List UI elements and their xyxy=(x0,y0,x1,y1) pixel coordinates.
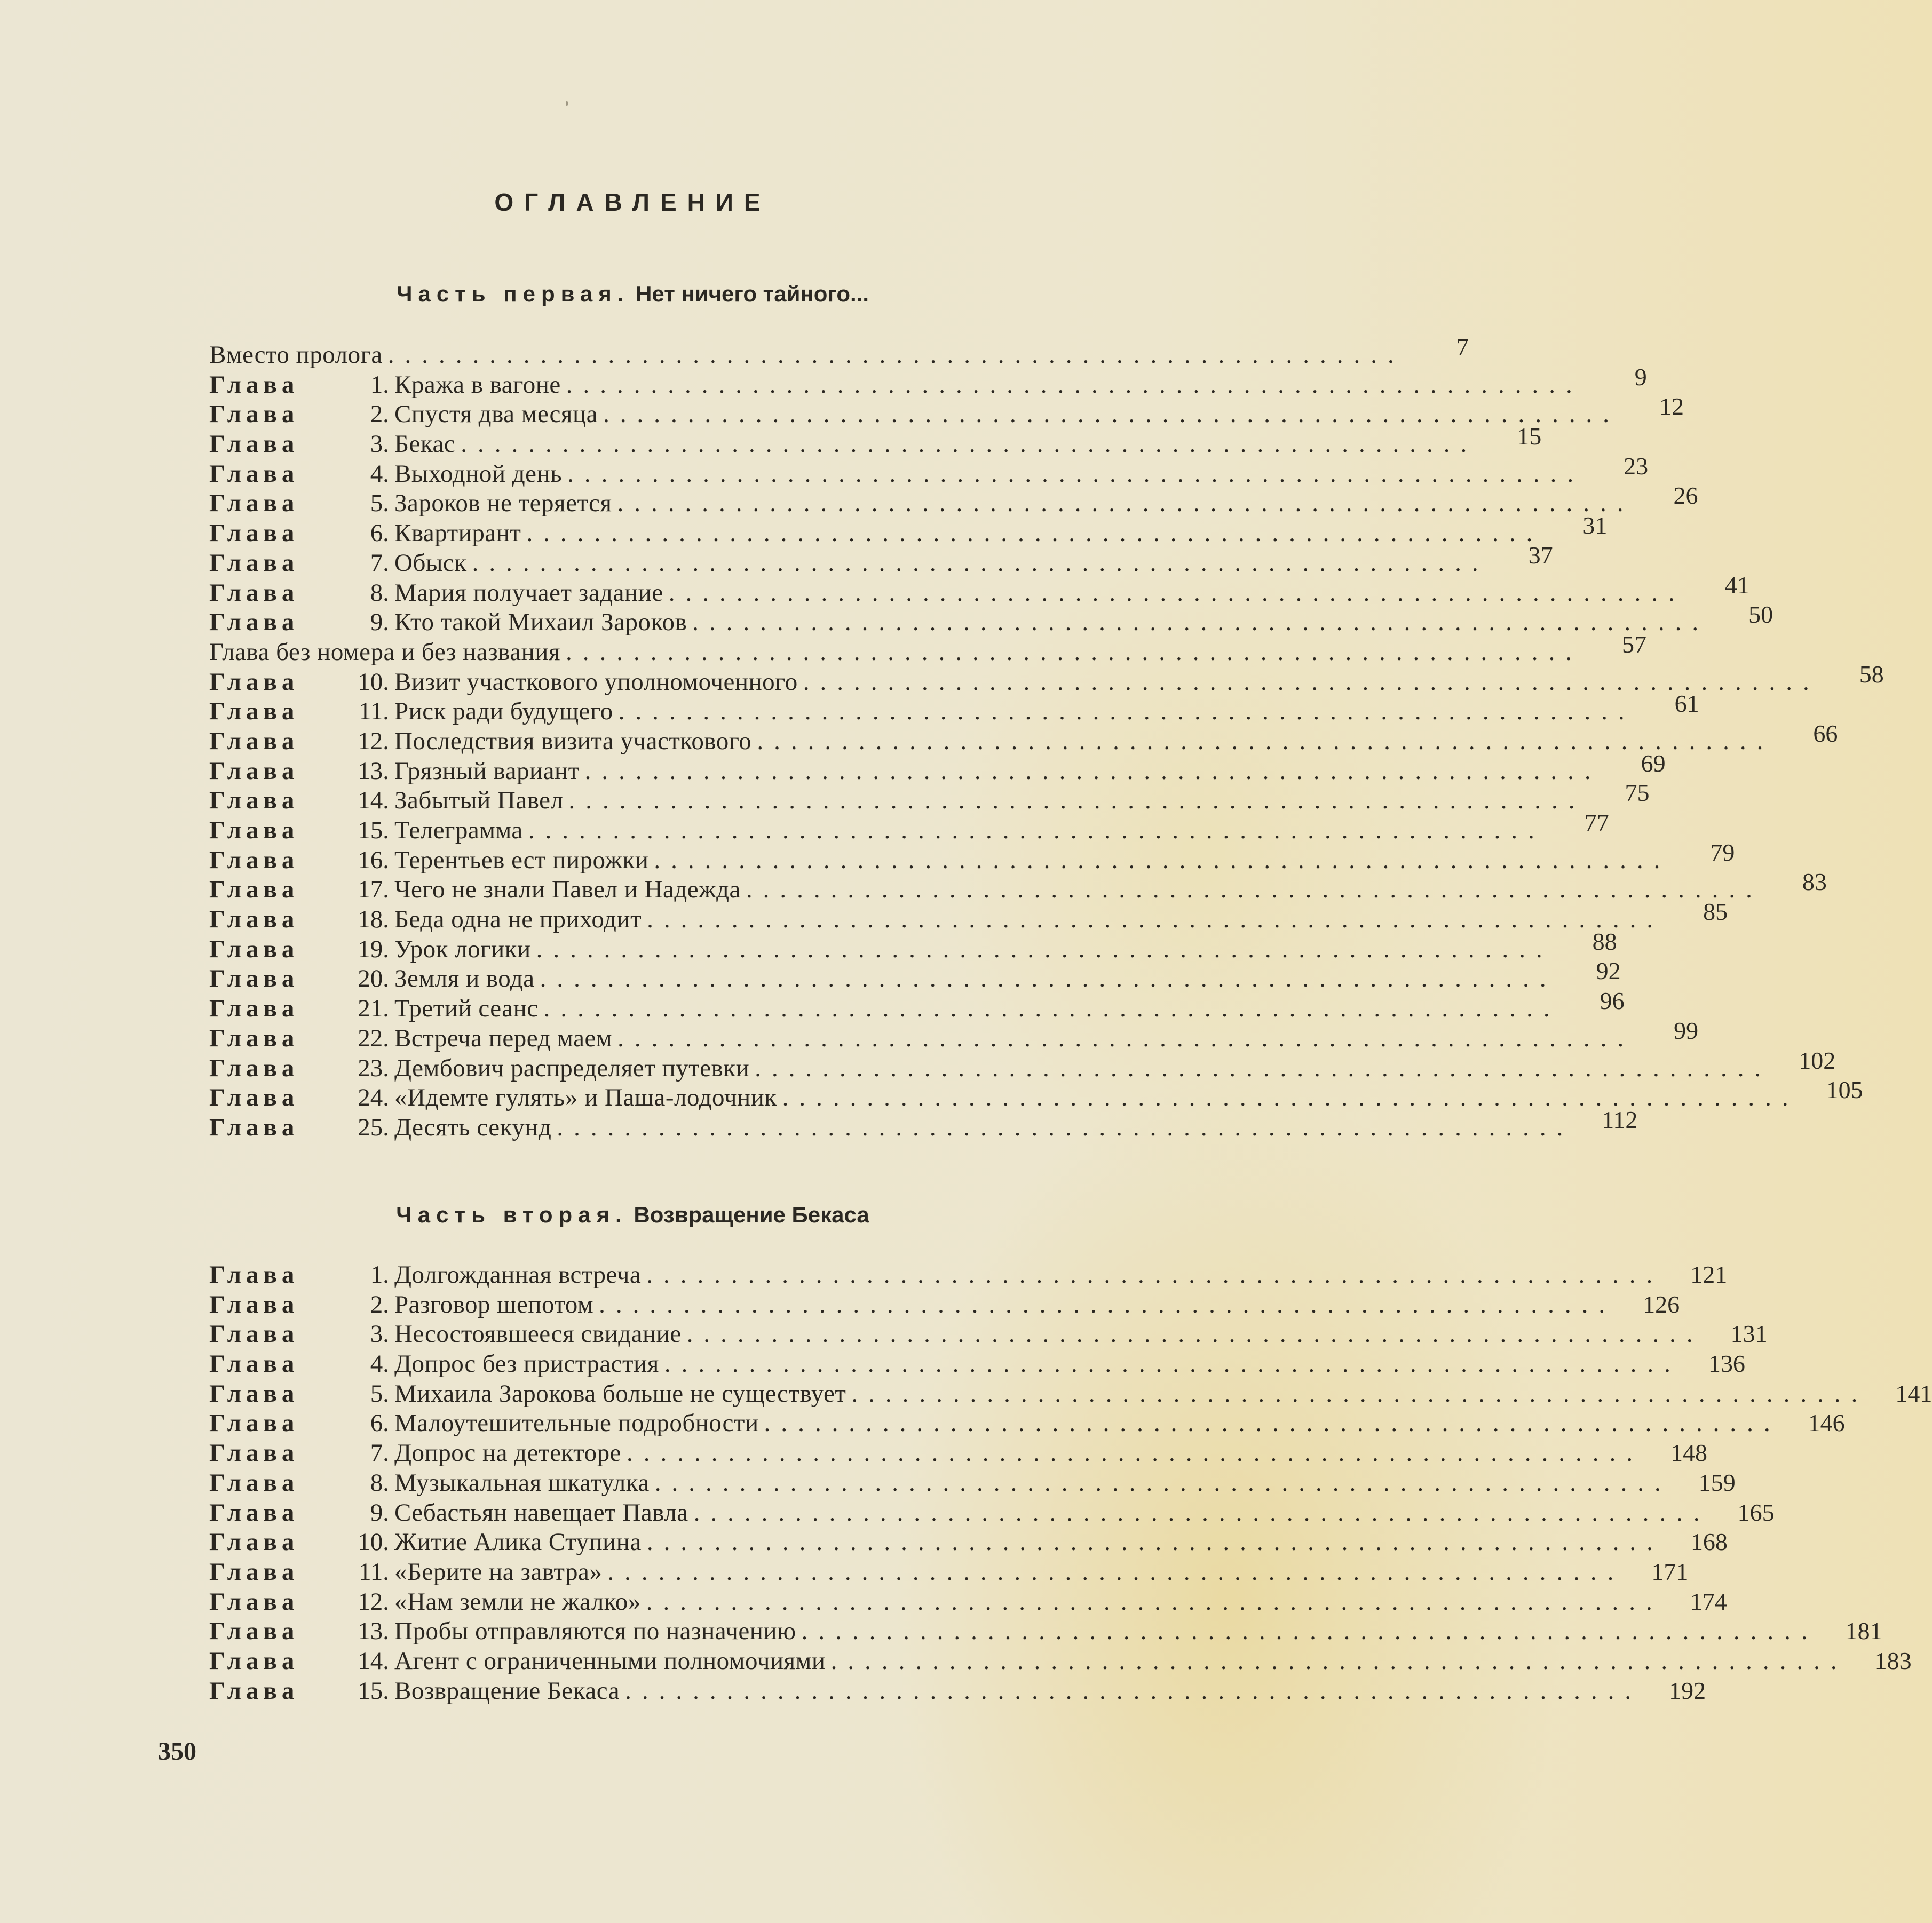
toc-entry xyxy=(209,957,1621,994)
chapter-number: 16. xyxy=(358,846,389,874)
chapter-number: 2. xyxy=(370,1290,389,1318)
chapter-title: «Нам земли не жалко» xyxy=(394,1587,641,1616)
dot-leader: ............................................................ xyxy=(654,846,1671,874)
chapter-label: Глава xyxy=(209,1617,299,1646)
chapter-label: Глава xyxy=(209,459,299,488)
chapter-label: Глава xyxy=(209,1558,299,1586)
paper-speck xyxy=(566,101,568,106)
chapter-title: Себастьян навещает Павла xyxy=(394,1498,688,1527)
chapter-page-number: 26 xyxy=(1673,482,1698,510)
toc-entry xyxy=(209,749,1666,786)
dot-leader: ............................................................ xyxy=(584,757,1602,785)
chapter-label: Глава xyxy=(209,1054,299,1082)
part-label: Часть первая. xyxy=(396,281,630,306)
chapter-title: Пробы отправляются по назначению xyxy=(394,1617,796,1646)
toc-entry xyxy=(209,660,1884,697)
chapter-label: Глава xyxy=(209,786,299,815)
toc-entry xyxy=(209,809,1609,845)
toc-entry xyxy=(209,1290,1680,1320)
dot-leader: ............................................................ xyxy=(801,1617,1818,1646)
chapter-label: Глава xyxy=(209,578,299,607)
dot-leader: ............................................................ xyxy=(568,786,1586,815)
dot-leader: ............................................................ xyxy=(647,905,1664,934)
chapter-title: Житие Алика Ступина xyxy=(394,1528,642,1556)
chapter-title: Обыск xyxy=(394,549,467,577)
dot-leader: ............................................................ xyxy=(603,400,1620,428)
chapter-page-number: 148 xyxy=(1670,1439,1707,1467)
toc-entry xyxy=(209,541,1553,578)
toc-entry xyxy=(209,1408,1845,1438)
chapter-label: Глава xyxy=(209,697,299,726)
chapter-title: Возвращение Бекаса xyxy=(394,1676,620,1705)
toc-entry xyxy=(209,393,1684,429)
chapter-page-number: 99 xyxy=(1674,1016,1699,1044)
toc-entry xyxy=(209,1379,1932,1409)
part-name: Нет ничего тайного... xyxy=(636,281,869,306)
dot-leader: ............................................................ xyxy=(528,816,1545,844)
dot-leader: ............................................................ xyxy=(686,1320,1704,1348)
chapter-number: 21. xyxy=(358,995,389,1023)
chapter-number: 19. xyxy=(358,935,389,963)
chapter-number: 5. xyxy=(370,1379,389,1408)
chapter-label: Глава xyxy=(209,668,299,696)
chapter-page-number: 57 xyxy=(1622,630,1647,658)
chapter-title: Чего не знали Павел и Надежда xyxy=(394,876,741,904)
chapter-label: Глава xyxy=(209,1676,299,1705)
toc-entry xyxy=(209,987,1625,1023)
chapter-label: Глава xyxy=(209,608,299,637)
chapter-number: 4. xyxy=(370,1350,389,1378)
dot-leader: ............................................................ xyxy=(764,1409,1781,1437)
dot-leader: ............................................................ xyxy=(472,549,1489,577)
toc-entry xyxy=(209,779,1650,815)
toc-entry xyxy=(209,690,1699,726)
chapter-page-number: 61 xyxy=(1674,690,1699,718)
toc-entry xyxy=(209,719,1838,756)
chapter-page-number: 77 xyxy=(1584,809,1609,836)
chapter-number: 14. xyxy=(358,786,389,815)
chapter-label: Глава xyxy=(209,1024,299,1052)
dot-leader: ............................................................ xyxy=(461,430,1478,458)
chapter-title: Допрос на детекторе xyxy=(394,1439,621,1467)
toc-list-part-2 xyxy=(209,1260,1932,1705)
chapter-number: 9. xyxy=(370,608,389,637)
chapter-label: Глава xyxy=(209,1261,299,1289)
chapter-title: Грязный вариант xyxy=(394,757,580,785)
chapter-title: Агент с ограниченными полномочиями xyxy=(394,1647,826,1675)
toc-entry xyxy=(209,1016,1699,1053)
toc-entry xyxy=(209,571,1749,608)
chapter-title: «Идемте гулять» и Паша-лодочник xyxy=(394,1084,777,1112)
chapter-page-number: 88 xyxy=(1592,927,1617,955)
chapter-label: Глава xyxy=(209,1290,299,1318)
chapter-page-number: 7 xyxy=(1456,333,1469,361)
toc-entry xyxy=(209,1676,1706,1706)
chapter-number: 11. xyxy=(358,697,389,726)
chapter-number: 15. xyxy=(358,816,389,844)
toc-entry xyxy=(209,1527,1728,1557)
part-name: Возвращение Бекаса xyxy=(634,1202,869,1227)
chapter-page-number: 131 xyxy=(1730,1320,1768,1348)
chapter-label: Глава xyxy=(209,1647,299,1675)
chapter-page-number: 174 xyxy=(1690,1587,1727,1615)
toc-entry xyxy=(209,838,1735,875)
chapter-number: 20. xyxy=(358,965,389,993)
toc-entry xyxy=(209,512,1608,548)
chapter-label: Глава xyxy=(209,1498,299,1527)
chapter-number: 9. xyxy=(370,1498,389,1527)
dot-leader: ............................................................ xyxy=(830,1647,1848,1675)
toc-entry xyxy=(209,898,1728,934)
toc-entry xyxy=(209,1349,1745,1379)
chapter-title: Бекас xyxy=(394,430,456,458)
toc-entry xyxy=(209,868,1827,904)
toc-entry xyxy=(209,1438,1707,1468)
dot-leader: ............................................................ xyxy=(618,697,1635,726)
chapter-title: «Берите на завтра» xyxy=(394,1558,603,1586)
chapter-title: Третий сеанс xyxy=(394,995,539,1023)
part-heading-1 xyxy=(0,281,1265,307)
chapter-label: Глава xyxy=(209,727,299,755)
chapter-label: Глава xyxy=(209,1350,299,1378)
chapter-number: 11. xyxy=(358,1558,389,1586)
chapter-number: 4. xyxy=(370,459,389,488)
toc-entry xyxy=(209,1468,1736,1498)
chapter-number: 2. xyxy=(370,400,389,428)
dot-leader: ............................................................ xyxy=(692,608,1709,637)
chapter-number: 14. xyxy=(358,1647,389,1675)
chapter-title: Кто такой Михаил Зароков xyxy=(394,608,687,637)
toc-entry xyxy=(209,1616,1882,1646)
dot-leader: ............................................................ xyxy=(646,1587,1663,1616)
chapter-page-number: 136 xyxy=(1708,1350,1745,1378)
chapter-title: Земля и вода xyxy=(394,965,535,993)
toc-entry xyxy=(209,1319,1768,1349)
chapter-page-number: 69 xyxy=(1641,749,1666,777)
chapter-label: Глава xyxy=(209,816,299,844)
chapter-number: 23. xyxy=(358,1054,389,1082)
chapter-label: Глава xyxy=(209,965,299,993)
chapter-label: Глава xyxy=(209,876,299,904)
chapter-label: Глава xyxy=(209,1528,299,1556)
chapter-page-number: 23 xyxy=(1624,452,1649,480)
chapter-page-number: 171 xyxy=(1651,1558,1689,1585)
dot-leader: ............................................................ xyxy=(757,727,1774,755)
chapter-page-number: 96 xyxy=(1600,987,1625,1015)
chapter-number: 1. xyxy=(370,370,389,399)
chapter-title: Долгожданная встреча xyxy=(394,1261,642,1289)
chapter-label: Глава xyxy=(209,995,299,1023)
chapter-page-number: 121 xyxy=(1690,1261,1728,1288)
chapter-label: Глава xyxy=(209,905,299,934)
chapter-page-number: 79 xyxy=(1710,838,1735,866)
chapter-title: Мария получает задание xyxy=(394,578,663,607)
chapter-page-number: 50 xyxy=(1748,601,1773,629)
chapter-number: 13. xyxy=(358,1617,389,1646)
chapter-label: Глава xyxy=(209,757,299,785)
toc-entry xyxy=(209,1557,1689,1587)
dot-leader: ............................................................ xyxy=(540,965,1557,993)
dot-leader: ............................................................ xyxy=(536,935,1553,963)
chapter-title: Несостоявшееся свидание xyxy=(394,1320,682,1348)
chapter-number: 22. xyxy=(358,1024,389,1052)
toc-entry xyxy=(209,363,1647,400)
chapter-page-number: 31 xyxy=(1582,512,1608,539)
dot-leader: ............................................................ xyxy=(664,1350,1681,1378)
chapter-number: 10. xyxy=(358,668,389,696)
chapter-label: Глава xyxy=(209,846,299,874)
chapter-title: Разговор шепотом xyxy=(394,1290,594,1318)
dot-leader: ............................................................ xyxy=(557,1113,1574,1141)
chapter-title: Вместо пролога xyxy=(209,341,383,369)
chapter-number: 3. xyxy=(370,430,389,458)
chapter-label: Глава xyxy=(209,1439,299,1467)
dot-leader: ............................................................ xyxy=(755,1054,1772,1082)
chapter-label: Глава xyxy=(209,400,299,428)
chapter-page-number: 75 xyxy=(1625,779,1650,807)
chapter-page-number: 66 xyxy=(1813,719,1838,747)
dot-leader: ............................................................ xyxy=(654,1468,1672,1497)
chapter-page-number: 58 xyxy=(1859,660,1884,688)
dot-leader: ............................................................ xyxy=(617,489,1634,518)
chapter-page-number: 102 xyxy=(1799,1046,1836,1074)
dot-leader: ............................................................ xyxy=(566,638,1583,666)
chapter-title: Урок логики xyxy=(394,935,531,963)
dot-leader: ............................................................ xyxy=(803,668,1820,696)
chapter-title: Встреча перед маем xyxy=(394,1024,613,1052)
toc-entry xyxy=(209,1587,1727,1617)
chapter-label: Глава xyxy=(209,519,299,547)
chapter-number: 12. xyxy=(358,1587,389,1616)
chapter-page-number: 141 xyxy=(1895,1379,1932,1407)
chapter-title: Музыкальная шкатулка xyxy=(394,1468,650,1497)
chapter-page-number: 12 xyxy=(1659,393,1684,420)
dot-leader: ............................................................ xyxy=(693,1498,1711,1527)
chapter-title: Зароков не теряется xyxy=(394,489,612,518)
chapter-number: 3. xyxy=(370,1320,389,1348)
dot-leader: ............................................................ xyxy=(617,1024,1635,1052)
toc-entry xyxy=(209,1046,1836,1083)
chapter-title: Визит участкового уполномоченного xyxy=(394,668,798,696)
chapter-page-number: 192 xyxy=(1669,1676,1706,1704)
chapter-page-number: 181 xyxy=(1845,1617,1882,1645)
chapter-title: Забытый Павел xyxy=(394,786,564,815)
toc-entry xyxy=(209,1260,1728,1290)
chapter-number: 6. xyxy=(370,1409,389,1437)
chapter-label: Глава xyxy=(209,935,299,963)
chapter-number: 12. xyxy=(358,727,389,755)
chapter-page-number: 37 xyxy=(1528,541,1553,569)
chapter-label: Глава xyxy=(209,1379,299,1408)
chapter-page-number: 112 xyxy=(1602,1106,1638,1133)
toc-entry xyxy=(209,333,1469,370)
dot-leader: ............................................................ xyxy=(851,1379,1868,1408)
dot-leader: ............................................................ xyxy=(599,1290,1616,1318)
chapter-number: 1. xyxy=(370,1261,389,1289)
dot-leader: ............................................................ xyxy=(668,578,1685,607)
part-heading-2 xyxy=(0,1202,1265,1228)
chapter-label: Глава xyxy=(209,489,299,518)
chapter-label: Глава xyxy=(209,1113,299,1141)
chapter-label: Глава xyxy=(209,1409,299,1437)
chapter-number: 7. xyxy=(370,1439,389,1467)
page-title: ОГЛАВЛЕНИЕ xyxy=(494,188,771,216)
dot-leader: ............................................................ xyxy=(625,1676,1642,1705)
dot-leader: ............................................................ xyxy=(526,519,1543,547)
dot-leader: ............................................................ xyxy=(566,370,1583,399)
chapter-page-number: 183 xyxy=(1874,1647,1912,1674)
part-label: Часть вторая. xyxy=(396,1202,628,1227)
chapter-label: Глава xyxy=(209,549,299,577)
chapter-label: Глава xyxy=(209,1587,299,1616)
dot-leader: ............................................................ xyxy=(782,1084,1799,1112)
chapter-page-number: 15 xyxy=(1517,423,1542,450)
toc-entry xyxy=(209,452,1649,489)
chapter-number: 8. xyxy=(370,578,389,607)
chapter-page-number: 41 xyxy=(1724,571,1749,599)
chapter-number: 13. xyxy=(358,757,389,785)
toc-entry xyxy=(209,1106,1638,1142)
dot-leader: ............................................................ xyxy=(567,459,1585,488)
chapter-label: Глава xyxy=(209,1084,299,1112)
toc-entry xyxy=(209,1498,1775,1528)
chapter-label: Глава xyxy=(209,370,299,399)
dot-leader: ............................................................ xyxy=(746,876,1763,904)
chapter-number: 6. xyxy=(370,519,389,547)
chapter-title: Выходной день xyxy=(394,459,563,488)
toc-entry xyxy=(209,423,1542,459)
dot-leader: ............................................................ xyxy=(646,1261,1664,1289)
chapter-number: 25. xyxy=(358,1113,389,1141)
chapter-page-number: 146 xyxy=(1808,1409,1845,1437)
toc-entry xyxy=(209,601,1773,637)
chapter-number: 15. xyxy=(358,1676,389,1705)
chapter-page-number: 159 xyxy=(1698,1468,1736,1496)
chapter-page-number: 105 xyxy=(1826,1076,1863,1104)
dot-leader: ............................................................ xyxy=(607,1558,1625,1586)
chapter-page-number: 126 xyxy=(1643,1290,1680,1318)
dot-leader: ............................................................ xyxy=(646,1528,1664,1556)
chapter-title: Десять секунд xyxy=(394,1113,552,1141)
chapter-number: 24. xyxy=(358,1084,389,1112)
chapter-page-number: 92 xyxy=(1596,957,1621,985)
chapter-title: Дембович распределяет путевки xyxy=(394,1054,750,1082)
chapter-label: Глава xyxy=(209,430,299,458)
dot-leader: ............................................................ xyxy=(543,995,1561,1023)
toc-list-part-1 xyxy=(209,333,1884,1142)
chapter-page-number: 165 xyxy=(1737,1498,1775,1526)
chapter-title: Риск ради будущего xyxy=(394,697,613,726)
chapter-title: Малоутешительные подробности xyxy=(394,1409,759,1437)
chapter-label: Глава xyxy=(209,1468,299,1497)
dot-leader: ............................................................ xyxy=(626,1439,1643,1467)
chapter-page-number: 85 xyxy=(1703,898,1728,926)
chapter-title: Беда одна не приходит xyxy=(394,905,642,934)
chapter-page-number: 83 xyxy=(1802,868,1827,896)
chapter-title: Кража в вагоне xyxy=(394,370,561,399)
chapter-page-number: 9 xyxy=(1634,363,1647,391)
toc-entry xyxy=(209,927,1617,964)
chapter-number: 10. xyxy=(358,1528,389,1556)
chapter-title: Последствия визита участкового xyxy=(394,727,752,755)
chapter-number: 5. xyxy=(370,489,389,518)
chapter-number: 17. xyxy=(358,876,389,904)
toc-entry xyxy=(209,482,1698,518)
toc-entry xyxy=(209,1076,1863,1113)
chapter-number: 18. xyxy=(358,905,389,934)
chapter-title: Телеграмма xyxy=(394,816,523,844)
page-number: 350 xyxy=(158,1737,196,1766)
chapter-title: Михаила Зарокова больше не существует xyxy=(394,1379,846,1408)
chapter-title: Квартирант xyxy=(394,519,521,547)
chapter-label: Глава xyxy=(209,1320,299,1348)
chapter-number: 7. xyxy=(370,549,389,577)
chapter-title: Спустя два месяца xyxy=(394,400,598,428)
toc-entry xyxy=(209,630,1647,667)
chapter-title: Допрос без пристрастия xyxy=(394,1350,659,1378)
chapter-title: Глава без номера и без названия xyxy=(209,638,561,666)
dot-leader: ............................................................ xyxy=(387,341,1405,369)
chapter-number: 8. xyxy=(370,1468,389,1497)
toc-entry xyxy=(209,1646,1912,1676)
chapter-title: Терентьев ест пирожки xyxy=(394,846,649,874)
chapter-page-number: 168 xyxy=(1690,1528,1728,1556)
